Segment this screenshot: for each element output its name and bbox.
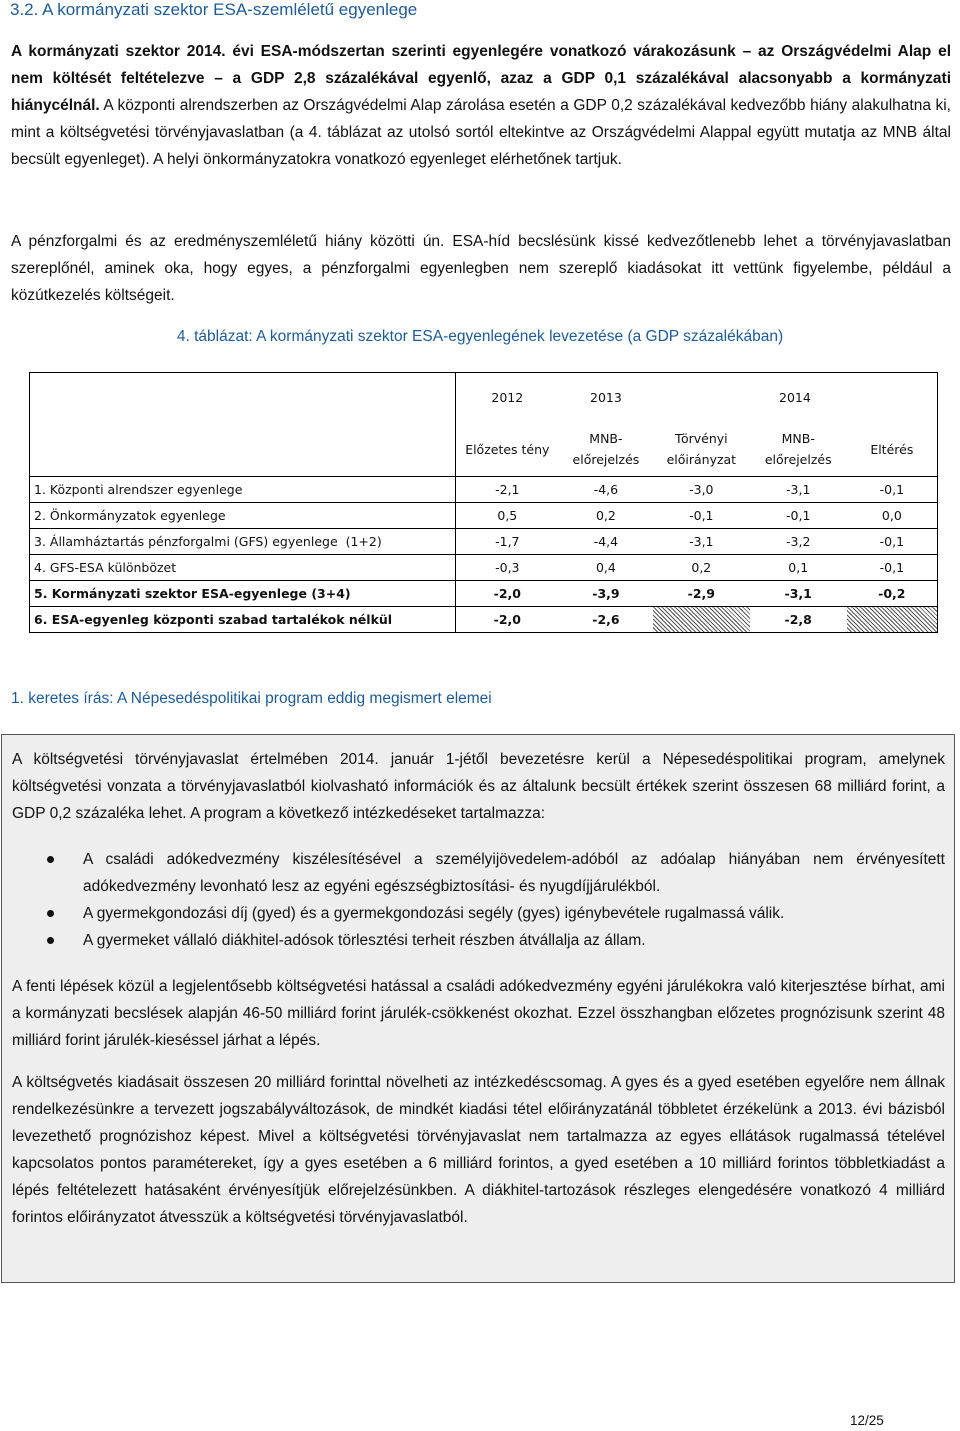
cell-value: -3,1 (786, 482, 811, 497)
row-label: 3. Államháztartás pénzforgalmi (GFS) egyenlege (1+2) (30, 529, 456, 555)
cell-value: -2,6 (559, 607, 653, 633)
cell-value: 0,2 (691, 560, 712, 575)
section-title: 3.2. A kormányzati szektor ESA-szemléletű egyenlege (10, 0, 418, 19)
box-intro-paragraph: A költségvetési törvényjavaslat értelmében 2014. január 1-jétől bevezetésre kerül a Népesedéspolitikai program, amelynek költségvetési vonzata a törvényjavaslatból kiolvasható információk és az általunk becsült értékek szerint összesen 68 milliárd forint, a GDP 0,2 százaléka lehet. A program a következő intézkedéseket tartalmazza: (12, 751, 945, 822)
cell-value: -3,1 (689, 534, 714, 549)
cell-value: -0,1 (847, 555, 938, 581)
row-label: 2. Önkormányzatok egyenlege (30, 503, 456, 529)
cell-value: -1,7 (455, 529, 559, 555)
subheader-difference: Eltérés (847, 423, 938, 477)
header-blank-cell (30, 373, 456, 423)
cell-value: -4,6 (593, 482, 619, 497)
intro-paragraph (11, 38, 951, 173)
row-label: 1. Központi alrendszer egyenlege (30, 477, 456, 503)
cell-value: 0,2 (595, 508, 616, 523)
page-number: 12/25 (850, 1413, 884, 1428)
measures-list (12, 846, 945, 954)
hatched-empty-cell (847, 607, 938, 633)
table-subheader-row (30, 423, 938, 477)
cell-value: -3,2 (786, 534, 811, 549)
table-row (30, 581, 938, 607)
table-caption: 4. táblázat: A kormányzati szektor ESA-egyenlegének levezetése (a GDP százalékában) (176, 328, 784, 345)
cell-value: -2,8 (750, 607, 847, 633)
table-row (30, 607, 938, 633)
cell-value: -3,1 (784, 586, 812, 601)
cell-value: -4,4 (593, 534, 619, 549)
esa-balance-table (29, 372, 938, 633)
cell-value: -0,1 (847, 477, 938, 503)
box-expenditure-paragraph: A költségvetés kiadásait összesen 20 milliárd forinttal növelheti az intézkedéscsomag. A gyes és a gyed esetében egyelőre nem állnak rendelkezésünkre a tervezett jogszabályváltozások, de mindkét kiadási tétel előirányzatánál többletet érzékelünk a 2013. évi bázisból levezethető prognózishoz képest. Mivel a költségvetési törvényjavaslat nem tartalmazza az egyes ellátások rugalmassá tételével kapcsolatos pontos paramétereket, így a gyes esetében a 6 milliárd forintos, a gyed esetében a 10 milliárd forintos többletkiadást a lépés feltételezett hatásaként érvényesítjük előrejelzésünkben. A diákhitel-tartozások részleges elengedésére vonatkozó 4 milliárd forintos előirányzatot átvesszük a költségvetési törvényjavaslatból. (12, 1074, 945, 1226)
cell-value: -0,1 (847, 529, 938, 555)
intro-bold-text: A kormányzati szektor 2014. évi ESA-módszertan szerinti egyenlegére vonatkozó várakozásunk – az Országvédelmi Alap el nem költését feltételezve – a GDP 2,8 százalékával egyenlő, azaz a GDP 0,1 százalékával alacsonyabb a kormányzati hiánycélnál. (11, 43, 951, 114)
cell-value: -2,0 (455, 581, 559, 607)
cell-value: -3,0 (689, 482, 714, 497)
list-item-text: A gyermeket vállaló diákhitel-adósok törlesztési terheit részben átvállalja az állam. (83, 932, 646, 949)
row-label: 4. GFS-ESA különbözet (30, 555, 456, 581)
subheader-budget-appropriation: Törvényi előirányzat (666, 431, 737, 468)
cell-value: -0,2 (847, 581, 938, 607)
table-row (30, 477, 938, 503)
bullet-icon (47, 910, 54, 917)
cell-value: -2,9 (687, 586, 715, 601)
list-item (12, 846, 945, 900)
row-label: 6. ESA-egyenleg központi szabad tartalékok nélkül (30, 607, 456, 633)
year-header-2012: 2012 (455, 373, 559, 423)
table-row (30, 503, 938, 529)
cell-value: -0,1 (786, 508, 811, 523)
table-row (30, 555, 938, 581)
box-title: 1. keretes írás: A Népesedéspolitikai program eddig megismert elemei (11, 690, 492, 707)
intro-rest-text: A központi alrendszerben az Országvédelmi Alap zárolása esetén a GDP 0,2 százalékával kedvezőbb hiány alakulhatna ki, mint a költségvetési törvényjavaslatban (a 4. táblázat az utolsó sortól eltekintve az Országvédelmi Alappal együtt mutatja az MNB által becsült egyenleget). A helyi önkormányzatokra vonatkozó egyenleget elérhetőnek tartjuk. (11, 97, 951, 168)
cell-value: -3,9 (592, 586, 620, 601)
esa-bridge-paragraph: A pénzforgalmi és az eredményszemléletű hiány közötti ún. ESA-híd becslésünk kissé kedvezőtlenebb lehet a törvényjavaslatban szereplőnél, aminek oka, hogy egyes, a pénzforgalmi egyenlegben nem szereplő kiadásokat itt vettünk figyelembe, például a közútkezelés költségeit. (11, 233, 951, 304)
list-item-text: A családi adókedvezmény kiszélesítésével a személyijövedelem-adóból az adóalap hiányában nem érvényesített adókedvezmény levonható lesz az egyéni egészségbiztosítási- és nyugdíjjárulékból. (83, 851, 945, 895)
subheader-blank-cell (30, 423, 456, 477)
cell-value: -0,3 (455, 555, 559, 581)
cell-value: 0,5 (455, 503, 559, 529)
bullet-icon (47, 937, 54, 944)
cell-value: 0,1 (788, 560, 809, 575)
year-header-2013: 2013 (559, 373, 653, 423)
cell-value: 0,4 (595, 560, 616, 575)
year-header-2014: 2014 (653, 373, 938, 423)
table-year-header-row (30, 373, 938, 423)
info-box (1, 734, 955, 1283)
cell-value: 0,0 (847, 503, 938, 529)
subheader-preliminary: Előzetes tény (455, 423, 559, 477)
row-label: 5. Kormányzati szektor ESA-egyenlege (3+4) (30, 581, 456, 607)
list-item (12, 927, 945, 954)
hatched-empty-cell (653, 607, 750, 633)
bullet-icon (47, 856, 54, 863)
table-row (30, 529, 938, 555)
list-item-text: A gyermekgondozási díj (gyed) és a gyermekgondozási segély (gyes) igénybevétele rugalmassá válik. (83, 905, 785, 922)
cell-value: -2,1 (455, 477, 559, 503)
cell-value: -2,0 (455, 607, 559, 633)
list-item (12, 900, 945, 927)
box-impact-paragraph: A fenti lépések közül a legjelentősebb költségvetési hatással a családi adókedvezmény egyéni járulékokra való kiterjesztése bírhat, ami a kormányzati becslések alapján 46-50 milliárd forint járulék-csökkenést okozhat. Ezzel összhangban előzetes prognózisunk szerint 48 milliárd forint járulék-kieséssel járhat a lépés. (12, 978, 945, 1049)
subheader-mnb-forecast-2014: MNB- előrejelzés (764, 431, 832, 468)
cell-value: -0,1 (689, 508, 714, 523)
subheader-mnb-forecast-2013: MNB- előrejelzés (572, 431, 640, 468)
